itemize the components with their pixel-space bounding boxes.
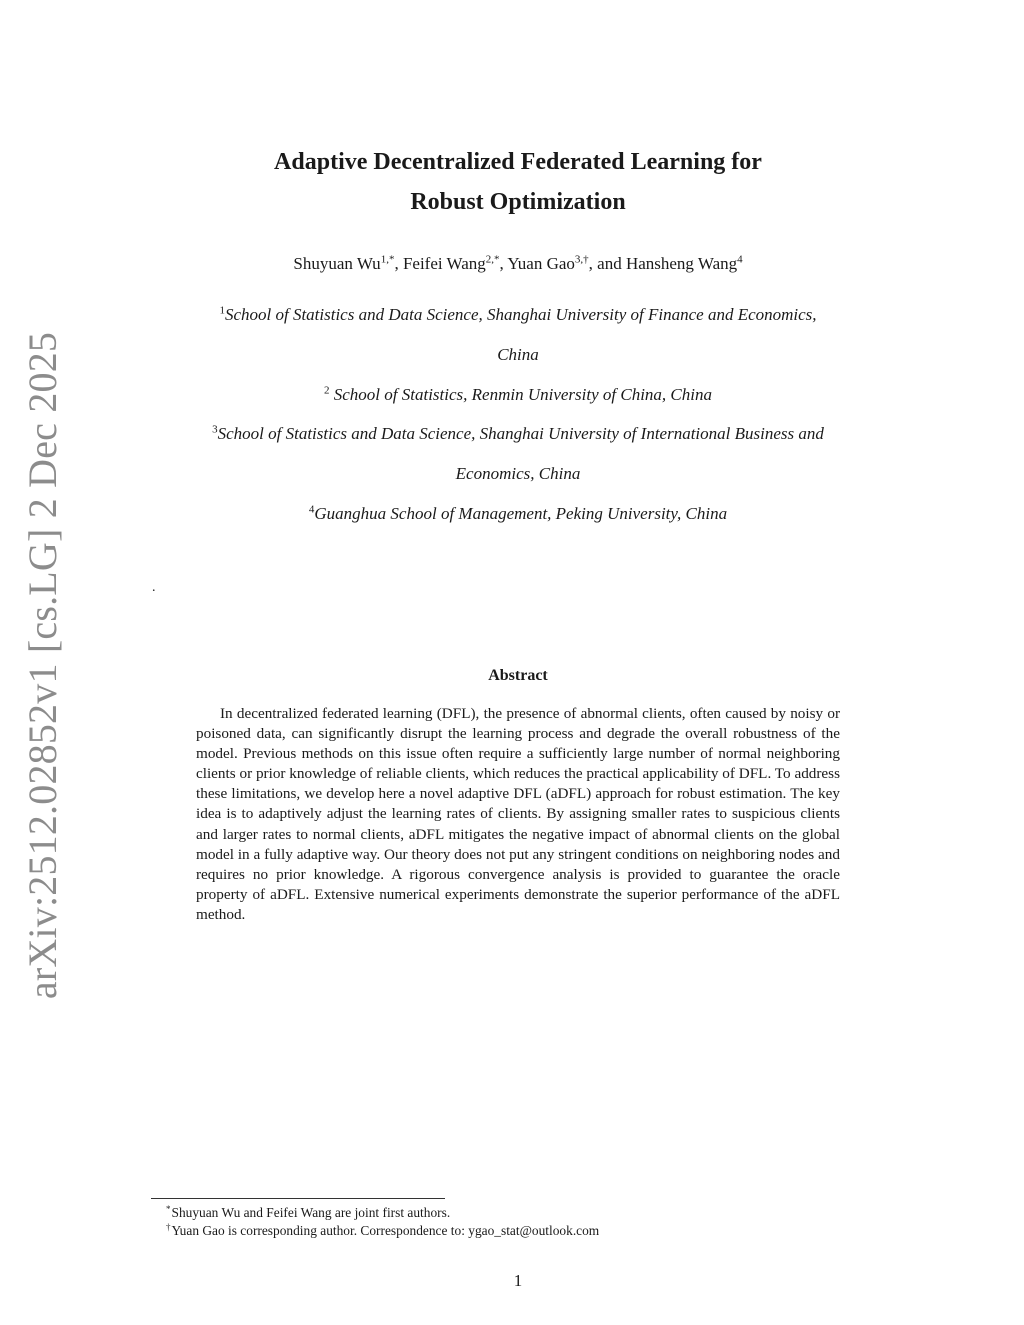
affiliation-text: School of Statistics and Data Science, Shanghai University of International Business and xyxy=(217,424,824,443)
affiliation-text: China xyxy=(497,345,539,364)
footnote-1 xyxy=(166,1203,451,1221)
affiliation-mark: 4 xyxy=(308,503,315,516)
affiliation-text: School of Statistics and Data Science, Shanghai University of Finance and Economics, xyxy=(224,305,817,324)
author-name: Yuan Gao xyxy=(507,254,575,273)
author-affiliation-mark: 1,* xyxy=(380,253,395,266)
affiliation-text: Economics, China xyxy=(455,464,581,483)
author-separator: , and xyxy=(588,254,626,273)
affiliation-1-continuation xyxy=(0,344,1024,366)
footnote-2 xyxy=(166,1221,600,1239)
affiliation-mark: 3 xyxy=(212,423,218,436)
author-affiliation-mark: 2,* xyxy=(485,253,500,266)
affiliation-text: Guanghua School of Management, Peking University, China xyxy=(314,504,728,523)
affiliation-2 xyxy=(0,384,1024,406)
affiliation-3-continuation xyxy=(0,463,1024,485)
author-affiliation-mark: 4 xyxy=(737,253,743,266)
paper-title xyxy=(0,142,1024,222)
affiliation-mark: 1 xyxy=(219,304,225,317)
abstract-heading: Abstract xyxy=(488,667,548,684)
title-line-1: Adaptive Decentralized Federated Learning for xyxy=(274,149,762,175)
footnote-text: Shuyuan Wu and Feifei Wang are joint first authors. xyxy=(171,1205,451,1220)
footnote-mark: † xyxy=(166,1221,171,1232)
stray-period-mark: . xyxy=(152,580,156,595)
author-separator: , xyxy=(499,254,508,273)
footnote-text: Yuan Gao is corresponding author. Correspondence to: ygao_stat@outlook.com xyxy=(171,1223,600,1238)
title-line-2: Robust Optimization xyxy=(410,189,626,215)
footnote-mark: * xyxy=(166,1203,171,1214)
affiliation-4 xyxy=(0,503,1024,525)
author-affiliation-mark: 3,† xyxy=(574,253,589,266)
arxiv-identifier-text: arXiv:2512.02852v1 [cs.LG] 2 Dec 2025 xyxy=(20,331,66,1000)
affiliation-1 xyxy=(0,304,1024,326)
author-list xyxy=(0,253,1024,275)
author-separator: , xyxy=(394,254,403,273)
author-name: Hansheng Wang xyxy=(625,254,738,273)
affiliation-text: School of Statistics, Renmin University of China, China xyxy=(329,385,712,404)
abstract-body: In decentralized federated learning (DFL), the presence of abnormal clients, often caused by noisy or poisoned data, can significantly disrupt the learning process and degrade the overall robustness of the model. Previous methods on this issue often require a sufficiently large number of normal neighboring clients or prior knowledge of reliable clients, which reduces the practical applicability of DFL. To address these limitations, we develop here a novel adaptive DFL (aDFL) approach for robust estimation. The key idea is to adaptively adjust the learning rates of clients. By assigning smaller rates to suspicious clients and larger rates to normal clients, aDFL mitigates the negative impact of abnormal clients on the global model in a fully adaptive way. Our theory does not put any stringent conditions on neighboring nodes and requires no prior knowledge. A rigorous convergence analysis is provided to guarantee the oracle property of aDFL. Extensive numerical experiments demonstrate the superior performance of the aDFL method. xyxy=(196,705,840,923)
affiliation-3 xyxy=(0,423,1024,445)
author-name: Shuyuan Wu xyxy=(293,254,381,273)
affiliation-mark: 2 xyxy=(324,384,330,397)
footnote-rule xyxy=(151,1198,445,1199)
author-name: Feifei Wang xyxy=(402,254,486,273)
page-number: 1 xyxy=(513,1271,523,1290)
